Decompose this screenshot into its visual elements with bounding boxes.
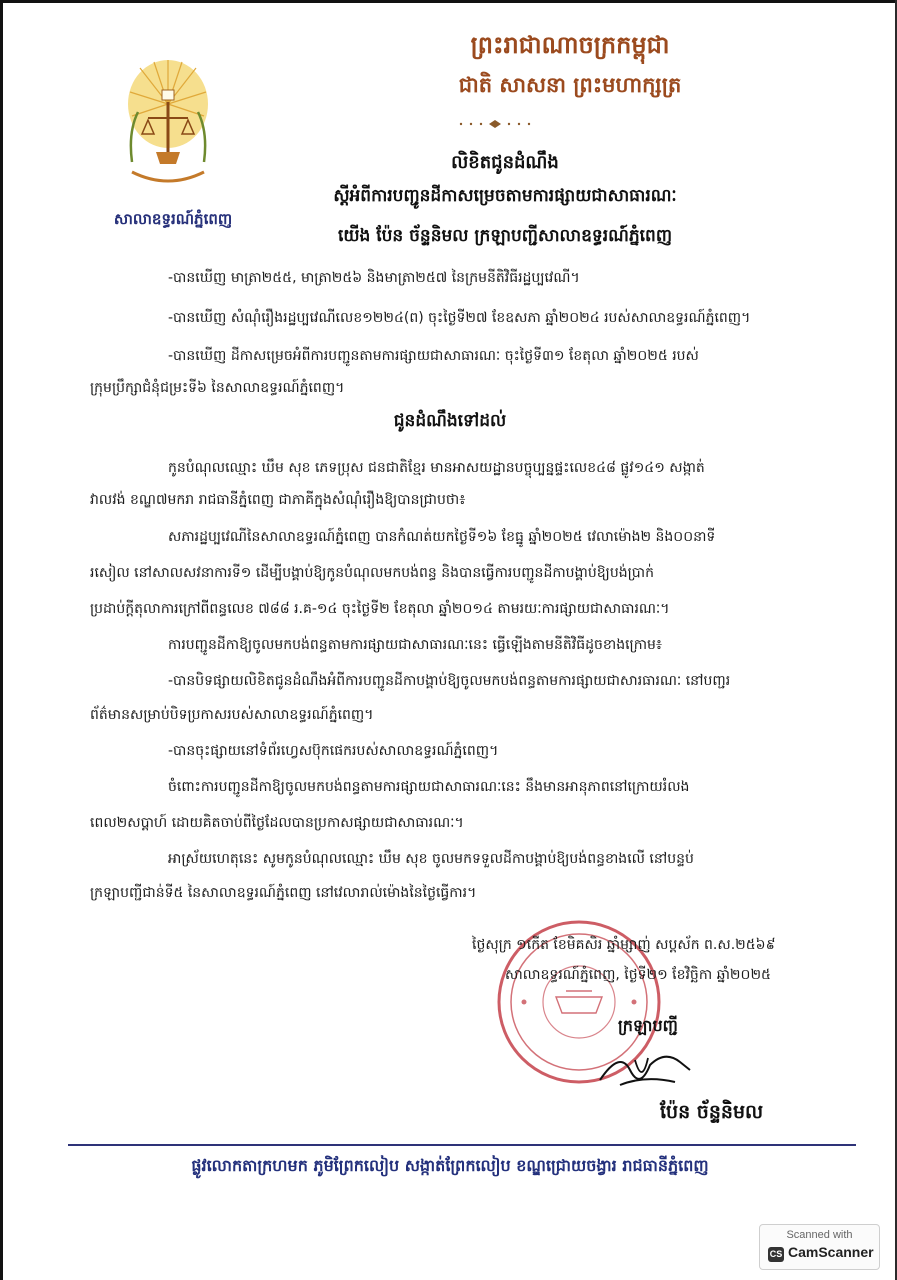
- page-left-border: [0, 0, 3, 1280]
- body-line: រសៀល នៅសាលសវនាការទី១ ដើម្បីបង្គាប់ឱ្យកូនបំណុលមកបង់ពន្ធ និងបានធ្វើការបញ្ជូនដីកាបង្គាប់ឱ្យបង់ប្រាក់: [90, 565, 654, 581]
- body-line: សភារដ្ឋប្បវេណីនៃសាលាឧទ្ធរណ៍ភ្នំពេញ បានកំណត់យកថ្ងៃទី១៦ ខែធ្នូ ឆ្នាំ២០២៥ វេលាម៉ោង២ និង០០នាទី: [168, 529, 716, 545]
- court-name: សាលាឧទ្ធរណ៍ភ្នំពេញ: [113, 210, 233, 228]
- body-line: អាស្រ័យហេតុនេះ សូមកូនបំណុលឈ្មោះ ឃឹម សុខ ចូលមកទទួលដីកាបង្គាប់ឱ្យបង់ពន្ធខាងលើ នៅបន្ទប់: [168, 851, 694, 867]
- reference-line: -បានឃើញ មាត្រា២៥៥, មាត្រា២៥៦ និងមាត្រា២៥៧ នៃក្រមនីតិវិធីរដ្ឋប្បវេណី។: [168, 270, 580, 286]
- letter-title: លិខិតជូនដំណឹង: [451, 152, 559, 173]
- place-date: សាលាឧទ្ធរណ៍ភ្នំពេញ, ថ្ងៃទី២១ ខែវិច្ឆិកា ឆ្នាំ២០២៥: [505, 967, 771, 983]
- reference-line: -បានឃើញ សំណុំរឿងរដ្ឋប្បវេណីលេខ១២២៤(ព) ចុះថ្ងៃទី២៧ ខែឧសភា ឆ្នាំ២០២៤ របស់សាលាឧទ្ធរណ៍ភ្នំពេញ។: [168, 310, 751, 326]
- signature-icon: [590, 1040, 700, 1095]
- kingdom-motto-line-2: ជាតិ សាសនា ព្រះមហាក្សត្រ: [458, 73, 682, 97]
- body-line: ព័ត៌មានសម្រាប់បិទប្រកាសរបស់សាលាឧទ្ធរណ៍ភ្នំពេញ។: [90, 707, 374, 723]
- clerk-name: ប៉ែន ច័ន្ទនិមល: [660, 1101, 764, 1123]
- lunar-date: ថ្ងៃសុក្រ ១កើត ខែមិគសិរ ឆ្នាំម្សាញ់ សប្តស័ក ព.ស.២៥៦៩: [472, 937, 776, 953]
- body-line: វាលវង់ ខណ្ឌ៧មករា រាជធានីភ្នំពេញ ជាភាគីក្នុងសំណុំរឿងឱ្យបានជ្រាបថា៖: [90, 492, 466, 508]
- body-line: ពេល២សប្តាហ៍ ដោយគិតចាប់ពីថ្ងៃដែលបានប្រកាសផ្សាយជាសាធារណៈ។: [90, 815, 464, 831]
- scanner-brand: CamScanner: [788, 1244, 874, 1260]
- body-line: ក្រឡាបញ្ជីជាន់ទី៥ នៃសាលាឧទ្ធរណ៍ភ្នំពេញ នៅវេលារាល់ម៉ោងនៃថ្ងៃធ្វើការ។: [90, 885, 477, 901]
- body-line: កូនបំណុលឈ្មោះ ឃឹម សុខ ភេទប្រុស ជនជាតិខ្មែរ មានអាសយដ្ឋានបច្ចុប្បន្នផ្ទះលេខ៤៨ ផ្លូវ១៤១ សង្កាត់: [168, 460, 705, 476]
- footer-address: ផ្លូវលោកតាក្រហមក ភូមិព្រែកលៀប សង្កាត់ព្រែកលៀប ខណ្ឌជ្រោយចង្វារ រាជធានីភ្នំពេញ: [191, 1156, 709, 1175]
- court-emblem-icon: [118, 52, 218, 202]
- body-line: ចំពោះការបញ្ជូនដីកាឱ្យចូលមកបង់ពន្ធតាមការផ្សាយជាសាធារណៈនេះ នឹងមានអានុភាពនៅក្រោយរំលង: [168, 779, 690, 795]
- body-line: -បានចុះផ្សាយនៅទំព័រហ្វេសប៊ុកផេករបស់សាលាឧទ្ធរណ៍ភ្នំពេញ។: [168, 743, 499, 759]
- reference-line: -បានឃើញ ដីកាសម្រេចអំពីការបញ្ជូនតាមការផ្សាយជាសាធារណៈ ចុះថ្ងៃទី៣១ ខែតុលា ឆ្នាំ២០២៥ របស់: [168, 348, 699, 364]
- letter-from: យើង ប៉ែន ច័ន្ទនិមល ក្រឡាបញ្ជីសាលាឧទ្ធរណ៍ភ្នំពេញ: [337, 226, 673, 246]
- reference-line: ក្រុមប្រឹក្សាជំនុំជម្រះទី៦ នៃសាលាឧទ្ធរណ៍ភ្នំពេញ។: [90, 380, 345, 396]
- page-top-border: [0, 0, 897, 3]
- body-line: ការបញ្ជូនដីកាឱ្យចូលមកបង់ពន្ធតាមការផ្សាយជាសាធារណៈនេះ ធ្វើឡើងតាមនីតិវិធីដូចខាងក្រោម៖: [168, 637, 663, 653]
- camscanner-logo-icon: CS: [768, 1247, 784, 1262]
- body-line: ប្រដាប់ក្តីតុលាការក្រៅពីពន្ធលេខ ៧៨៨ រ.គ-១៤ ចុះថ្ងៃទី២ ខែតុលា ឆ្នាំ២០១៤ តាមរយៈការផ្សាយជាសាធារណៈ។: [90, 601, 670, 617]
- scanner-caption: Scanned with: [786, 1229, 853, 1241]
- kingdom-motto-line-1: ព្រះរាជាណាចក្រកម្ពុជា: [470, 31, 670, 59]
- notice-heading: ជូនដំណឹងទៅដល់: [393, 411, 507, 431]
- camscanner-badge: [759, 1224, 880, 1270]
- body-line: -បានបិទផ្សាយលិខិតជូនដំណឹងអំពីការបញ្ជូនដីកាបង្គាប់ឱ្យចូលមកបង់ពន្ធតាមការផ្សាយជាសារធារណៈ នៅបញ្ជរ: [168, 673, 731, 689]
- header-ornament-icon: [455, 118, 535, 130]
- letter-subject: ស្តីអំពីការបញ្ជូនដីកាសម្រេចតាមការផ្សាយជាសាធារណៈ: [333, 186, 677, 206]
- footer-divider: [68, 1144, 856, 1146]
- clerk-title: ក្រឡាបញ្ជី: [618, 1016, 678, 1035]
